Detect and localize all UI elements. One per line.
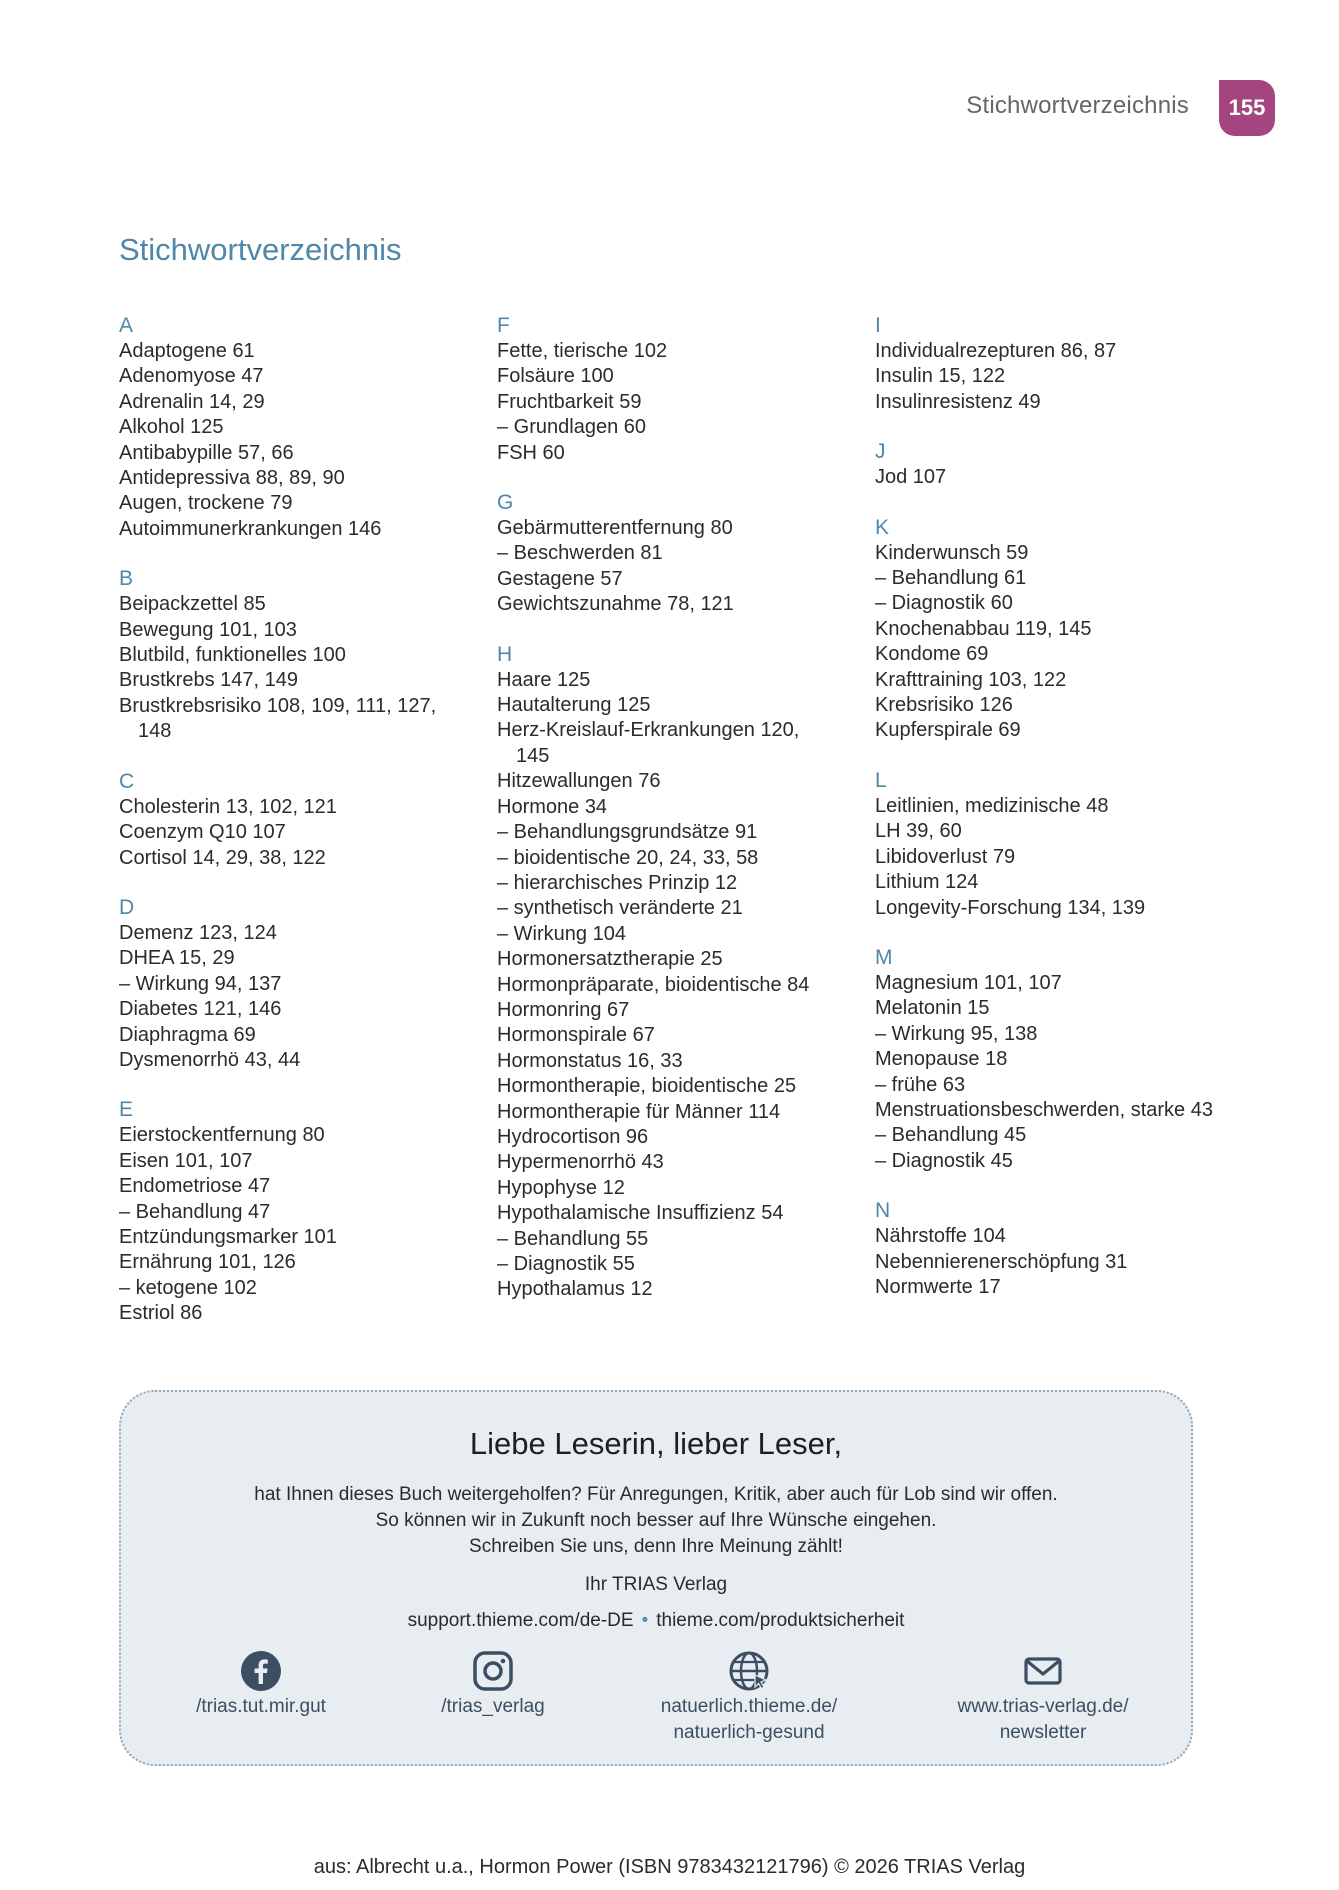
index-letter: J	[875, 440, 886, 464]
index-entry: Krafttraining 103, 122	[875, 668, 1067, 691]
reader-links	[121, 1610, 1191, 1632]
separator-dot: •	[641, 1610, 649, 1631]
index-entry: Melatonin 15	[875, 997, 990, 1020]
index-entry: Hypothalamus 12	[497, 1278, 653, 1301]
index-entry: Herz-Kreislauf-Erkrankungen 120, 145	[497, 719, 800, 767]
index-entry: – Diagnostik 55	[497, 1253, 635, 1275]
index-entry: Cholesterin 13, 102, 121	[119, 795, 337, 818]
index-entry: Cortisol 14, 29, 38, 122	[119, 846, 326, 869]
page-title: Stichwortverzeichnis	[119, 232, 402, 267]
index-entry: Diaphragma 69	[119, 1023, 256, 1046]
index-entry: – Beschwerden 81	[497, 542, 663, 565]
social-facebook-label: /trias.tut.mir.gut	[196, 1696, 326, 1717]
index-entry: Menopause 18	[875, 1048, 1008, 1071]
index-entry: Haare 125	[497, 668, 591, 691]
index-entry: Adrenalin 14, 29	[119, 390, 265, 413]
index-entry: Menstruationsbeschwerden, starke 43	[875, 1098, 1213, 1121]
index-entry: – ketogene 102	[119, 1276, 257, 1299]
index-entry: Hormontherapie für Männer 114	[497, 1100, 781, 1123]
index-entry: Antidepressiva 88, 89, 90	[119, 467, 345, 490]
index-entry: – Behandlung 47	[119, 1200, 271, 1223]
index-entry: Hormonersatztherapie 25	[497, 948, 723, 971]
index-letter: I	[875, 314, 881, 337]
index-entry: Hypothalamische Insuffizienz 54	[497, 1202, 784, 1225]
index-entry: Kinderwunsch 59	[875, 541, 1029, 564]
index-entry: Hormonring 67	[497, 998, 630, 1021]
index-entry: Magnesium 101, 107	[875, 971, 1062, 994]
index-entry: Autoimmunerkrankungen 146	[119, 517, 382, 540]
support-link[interactable]: support.thieme.com/de-DE	[407, 1610, 634, 1631]
index-letter: B	[119, 567, 134, 591]
index-entry: Kondome 69	[875, 643, 989, 666]
letter-group	[119, 895, 459, 1073]
index-entry: Augen, trockene 79	[119, 492, 293, 515]
index-entry: Diabetes 121, 146	[119, 998, 282, 1021]
index-entry: Alkohol 125	[119, 416, 224, 439]
letter-group	[119, 313, 459, 542]
social-newsletter-label	[923, 1694, 1163, 1746]
index-entry: Adaptogene 61	[119, 340, 255, 362]
index-entry: Fruchtbarkeit 59	[497, 390, 642, 413]
index-entry: Hypermenorrhö 43	[497, 1151, 664, 1174]
index-entry: Gewichtszunahme 78, 121	[497, 593, 734, 616]
index-entry: DHEA 15, 29	[119, 947, 235, 970]
label-line: newsletter	[999, 1722, 1087, 1743]
index-entry: Hautalterung 125	[497, 694, 651, 717]
index-entry: Normwerte 17	[875, 1275, 1001, 1298]
index-entry: – Behandlungsgrundsätze 91	[497, 821, 758, 844]
index-entry: Beipackzettel 85	[119, 593, 266, 616]
index-letter: M	[875, 945, 893, 969]
index-entry: Brustkrebs 147, 149	[119, 669, 298, 692]
index-entry: Dysmenorrhö 43, 44	[119, 1048, 301, 1071]
page-number-badge: 155	[1219, 80, 1275, 136]
mail-icon	[1022, 1650, 1064, 1692]
label-line: natuerlich.thieme.de/	[660, 1696, 838, 1717]
label-line: www.trias-verlag.de/	[957, 1696, 1129, 1717]
index-entry: – Wirkung 95, 138	[875, 1022, 1038, 1045]
product-safety-link[interactable]: thieme.com/produktsicherheit	[656, 1610, 905, 1631]
index-letter: A	[119, 314, 134, 337]
index-entry: Hormonspirale 67	[497, 1024, 655, 1047]
social-row	[121, 1650, 1191, 1760]
facebook-icon	[240, 1650, 282, 1692]
reader-text	[121, 1482, 1191, 1560]
index-entry: Individualrezepturen 86, 87	[875, 340, 1117, 362]
index-column-1	[119, 313, 459, 1351]
index-entry: Coenzym Q10 107	[119, 821, 286, 844]
index-entry: Folsäure 100	[497, 365, 614, 388]
letter-group	[875, 945, 1215, 1174]
running-head: Stichwortverzeichnis	[966, 92, 1189, 119]
letter-group	[497, 313, 837, 466]
letter-group	[119, 566, 459, 744]
index-entry: – Behandlung 55	[497, 1227, 649, 1250]
reader-text-line-3: Schreiben Sie uns, denn Ihre Meinung zählt!	[469, 1536, 843, 1557]
index-entry: Bewegung 101, 103	[119, 618, 297, 641]
index-entry: Leitlinien, medizinische 48	[875, 794, 1109, 817]
letter-group	[497, 490, 837, 618]
index-letter: K	[875, 515, 890, 539]
index-entry: Hypophyse 12	[497, 1176, 625, 1199]
index-letter: G	[497, 491, 514, 515]
index-entry: – Diagnostik 45	[875, 1149, 1013, 1172]
index-entry: Endometriose 47	[119, 1175, 271, 1198]
index-entry: Hormontherapie, bioidentische 25	[497, 1075, 797, 1098]
letter-group	[875, 1198, 1215, 1300]
index-entry: – Grundlagen 60	[497, 416, 647, 439]
index-entry: Longevity-Forschung 134, 139	[875, 896, 1146, 919]
index-entry: Jod 107	[875, 466, 947, 489]
index-entry: Eierstockentfernung 80	[119, 1124, 325, 1147]
index-entry: – synthetisch veränderte 21	[497, 897, 743, 920]
index-letter: N	[875, 1199, 891, 1223]
index-entry: Hormonstatus 16, 33	[497, 1049, 683, 1072]
index-entry: Libidoverlust 79	[875, 845, 1016, 868]
letter-group	[119, 769, 459, 871]
index-entry: Kupferspirale 69	[875, 719, 1021, 742]
reader-feedback-box	[119, 1390, 1193, 1766]
index-entry: Eisen 101, 107	[119, 1149, 253, 1172]
reader-signature: Ihr TRIAS Verlag	[584, 1574, 728, 1595]
index-entry: Ernährung 101, 126	[119, 1251, 296, 1274]
index-entry: Demenz 123, 124	[119, 921, 277, 944]
index-letter: E	[119, 1098, 134, 1122]
index-entry: Estriol 86	[119, 1302, 203, 1325]
index-entry: – bioidentische 20, 24, 33, 58	[497, 846, 759, 869]
index-column-3	[875, 313, 1215, 1324]
social-newsletter[interactable]	[923, 1650, 1163, 1746]
index-entry: Antibabypille 57, 66	[119, 441, 294, 464]
index-entry: – Behandlung 61	[875, 567, 1027, 590]
index-letter: H	[497, 642, 513, 666]
index-entry: – frühe 63	[875, 1073, 966, 1096]
index-column-2	[497, 313, 837, 1327]
social-instagram-label: /trias_verlag	[441, 1696, 545, 1717]
label-line: natuerlich-gesund	[673, 1722, 825, 1743]
letter-group	[875, 313, 1215, 415]
index-entry: FSH 60	[497, 441, 565, 464]
social-instagram[interactable]	[373, 1650, 613, 1720]
index-letter: F	[497, 314, 510, 337]
social-website-label	[629, 1694, 869, 1746]
source-footer: aus: Albrecht u.a., Hormon Power (ISBN 9783432121796) © 2026 TRIAS Verlag	[313, 1856, 1026, 1878]
letter-group	[497, 642, 837, 1303]
letter-group	[875, 439, 1215, 490]
index-entry: Gebärmutterentfernung 80	[497, 517, 733, 540]
instagram-icon	[472, 1650, 514, 1692]
letter-group	[875, 515, 1215, 744]
social-website[interactable]	[629, 1650, 869, 1746]
index-entry: Adenomyose 47	[119, 365, 264, 388]
index-entry: Hormone 34	[497, 795, 608, 818]
index-entry: Insulinresistenz 49	[875, 390, 1041, 413]
index-entry: Lithium 124	[875, 871, 979, 894]
index-letter: C	[119, 769, 135, 793]
index-entry: Knochenabbau 119, 145	[875, 617, 1092, 640]
index-entry: Brustkrebsrisiko 108, 109, 111, 127, 148	[119, 694, 437, 743]
reader-text-line-2: So können wir in Zukunft noch besser auf Ihre Wünsche eingehen.	[375, 1510, 937, 1531]
index-entry: Hitzewallungen 76	[497, 770, 661, 793]
social-facebook[interactable]	[141, 1650, 381, 1720]
index-entry: Krebsrisiko 126	[875, 694, 1013, 717]
index-entry: Fette, tierische 102	[497, 340, 668, 362]
index-entry: Hormonpräparate, bioidentische 84	[497, 973, 810, 996]
index-entry: Nährstoffe 104	[875, 1225, 1006, 1248]
index-letter: L	[875, 768, 887, 792]
index-entry: Gestagene 57	[497, 567, 623, 590]
index-entry: – Diagnostik 60	[875, 592, 1013, 615]
index-entry: Blutbild, funktionelles 100	[119, 644, 346, 667]
index-entry: LH 39, 60	[875, 820, 962, 843]
index-entry: Entzündungsmarker 101	[119, 1225, 337, 1248]
index-entry: – Wirkung 104	[497, 922, 626, 945]
index-entry: – Wirkung 94, 137	[119, 972, 282, 995]
index-entry: – hierarchisches Prinzip 12	[497, 871, 738, 894]
reader-heading: Liebe Leserin, lieber Leser,	[469, 1426, 843, 1461]
index-letter: D	[119, 895, 135, 919]
index-entry: Hydrocortison 96	[497, 1125, 649, 1148]
letter-group	[119, 1097, 459, 1326]
reader-text-line-1: hat Ihnen dieses Buch weitergeholfen? Für Anregungen, Kritik, aber auch für Lob sind wir offen.	[254, 1484, 1058, 1505]
index-entry: Insulin 15, 122	[875, 365, 1006, 388]
letter-group	[875, 768, 1215, 921]
index-entry: Nebennierenerschöpfung 31	[875, 1250, 1128, 1273]
globe-icon	[728, 1650, 770, 1692]
index-entry: – Behandlung 45	[875, 1124, 1027, 1147]
